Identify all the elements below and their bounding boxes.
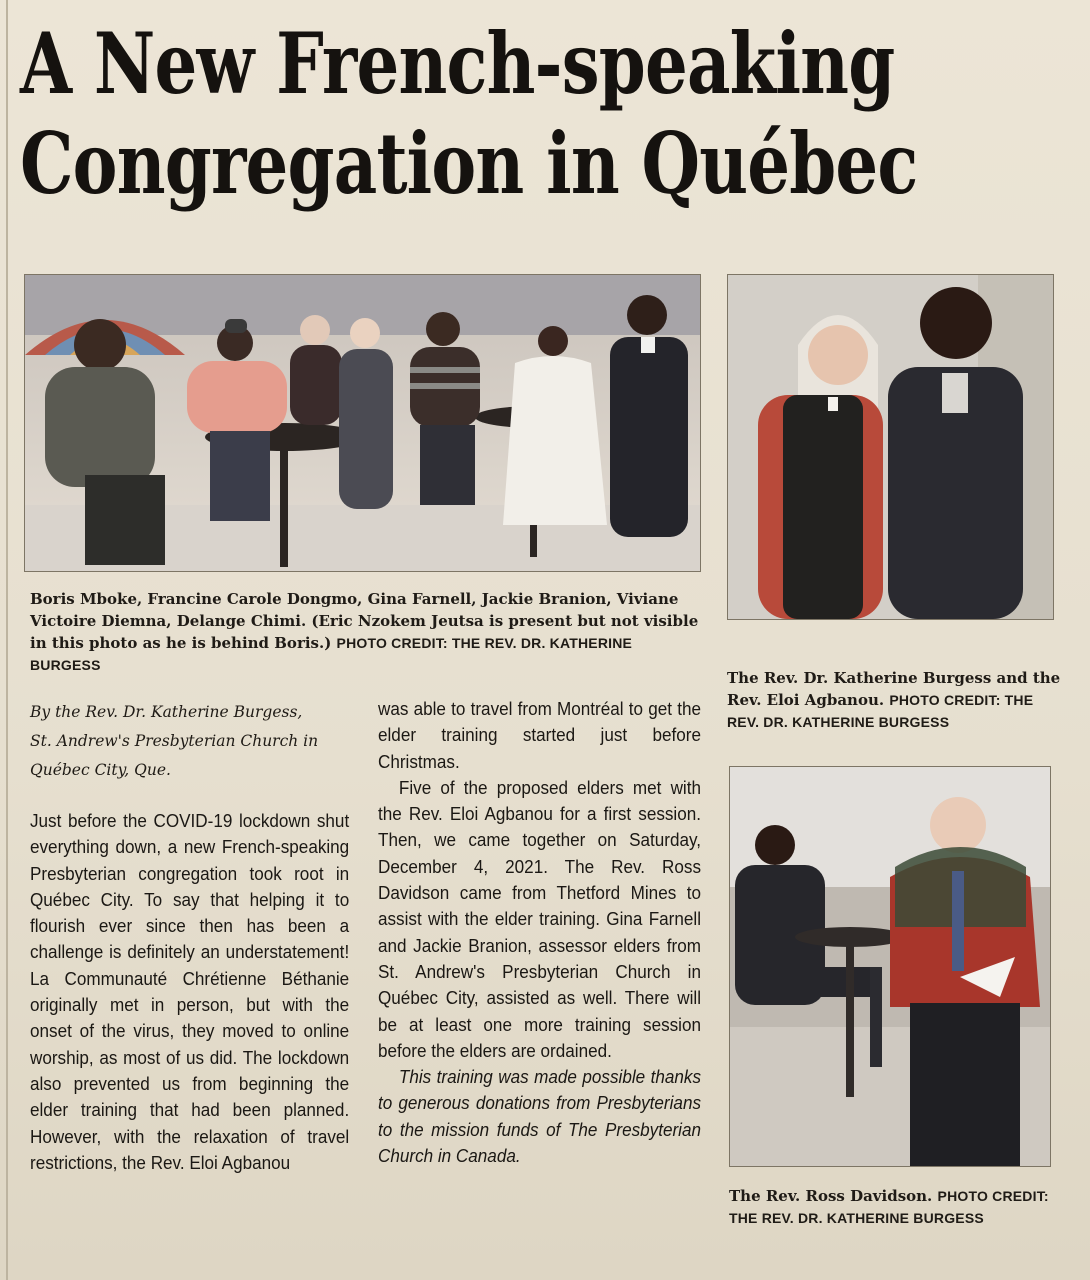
byline [30,698,360,785]
davidson-caption-text: The Rev. Ross Davidson. [729,1187,933,1205]
byline-line-1: By the Rev. Dr. Katherine Burgess, [30,703,303,721]
byline-line-2: St. Andrew's Presbyterian Church in [30,732,319,750]
burgess-agbanou-image [728,275,1053,619]
headline-line-1: A New French-speaking [20,14,895,113]
davidson-credit: PHOTO CREDIT: THE REV. DR. KATHERINE BURGESS [729,1188,1049,1226]
burgess-agbanou-caption-text: The Rev. Dr. Katherine Burgess and the Rev. Eloi Agbanou. [727,669,1061,709]
davidson-image [730,767,1050,1166]
burgess-agbanou-photo [727,274,1054,620]
article-paragraph-3: Five of the proposed elders met with the Rev. Eloi Agbanou for a first session. Then, we came together on Saturday, December 4, 2021. The Rev. Ross Davidson came from Thetford Mines to assist with the elder training. Gina Farnell and Jackie Branion, assessor elders from St. Andrew's Presbyterian Church in Québec City, assisted as well. There will be at least one more training session before the elders are ordained. [378,777,701,1061]
group-photo-credit: PHOTO CREDIT: THE REV. DR. KATHERINE BURGESS [30,635,633,673]
davidson-caption [729,1185,1069,1229]
article-paragraph-4: This training was made possible thanks to generous donations from Presbyterians to the mission funds of The Presbyterian Church in Canada. [378,1067,701,1167]
article-column-2 [378,696,701,1169]
article-column-1 [30,808,349,1176]
headline [20,14,918,214]
davidson-photo [729,766,1051,1167]
headline-line-2: Congregation in Québec [20,114,918,213]
byline-line-3: Québec City, Que. [30,761,171,779]
group-photo [24,274,701,572]
burgess-agbanou-caption [727,667,1062,733]
page-fold-line [6,0,8,1280]
group-photo-caption [30,588,700,676]
burgess-agbanou-credit: PHOTO CREDIT: THE REV. DR. KATHERINE BURGESS [727,692,1034,730]
article-paragraph-1: Just before the COVID-19 lockdown shut everything down, a new French-speaking Presbyterian congregation took root in Québec City. To say that helping it to flourish ever since then has been a challenge is definitely an understatement! La Communauté Chrétienne Béthanie originally met in person, but with the onset of the virus, they moved to online worship, as most of us did. The lockdown also prevented us from beginning the elder training that had been planned. However, with the relaxation of travel restrictions, the Rev. Eloi Agbanou [30,811,350,1173]
group-photo-caption-text: Boris Mboke, Francine Carole Dongmo, Gina Farnell, Jackie Branion, Viviane Victoire Diemna, Delange Chimi. (Eric Nzokem Jeutsa is present but not visible in this photo as he is behind Boris.) [30,590,699,652]
article-paragraph-2: was able to travel from Montréal to get the elder training started just before Christmas. [378,699,701,772]
group-photo-image [25,275,700,571]
